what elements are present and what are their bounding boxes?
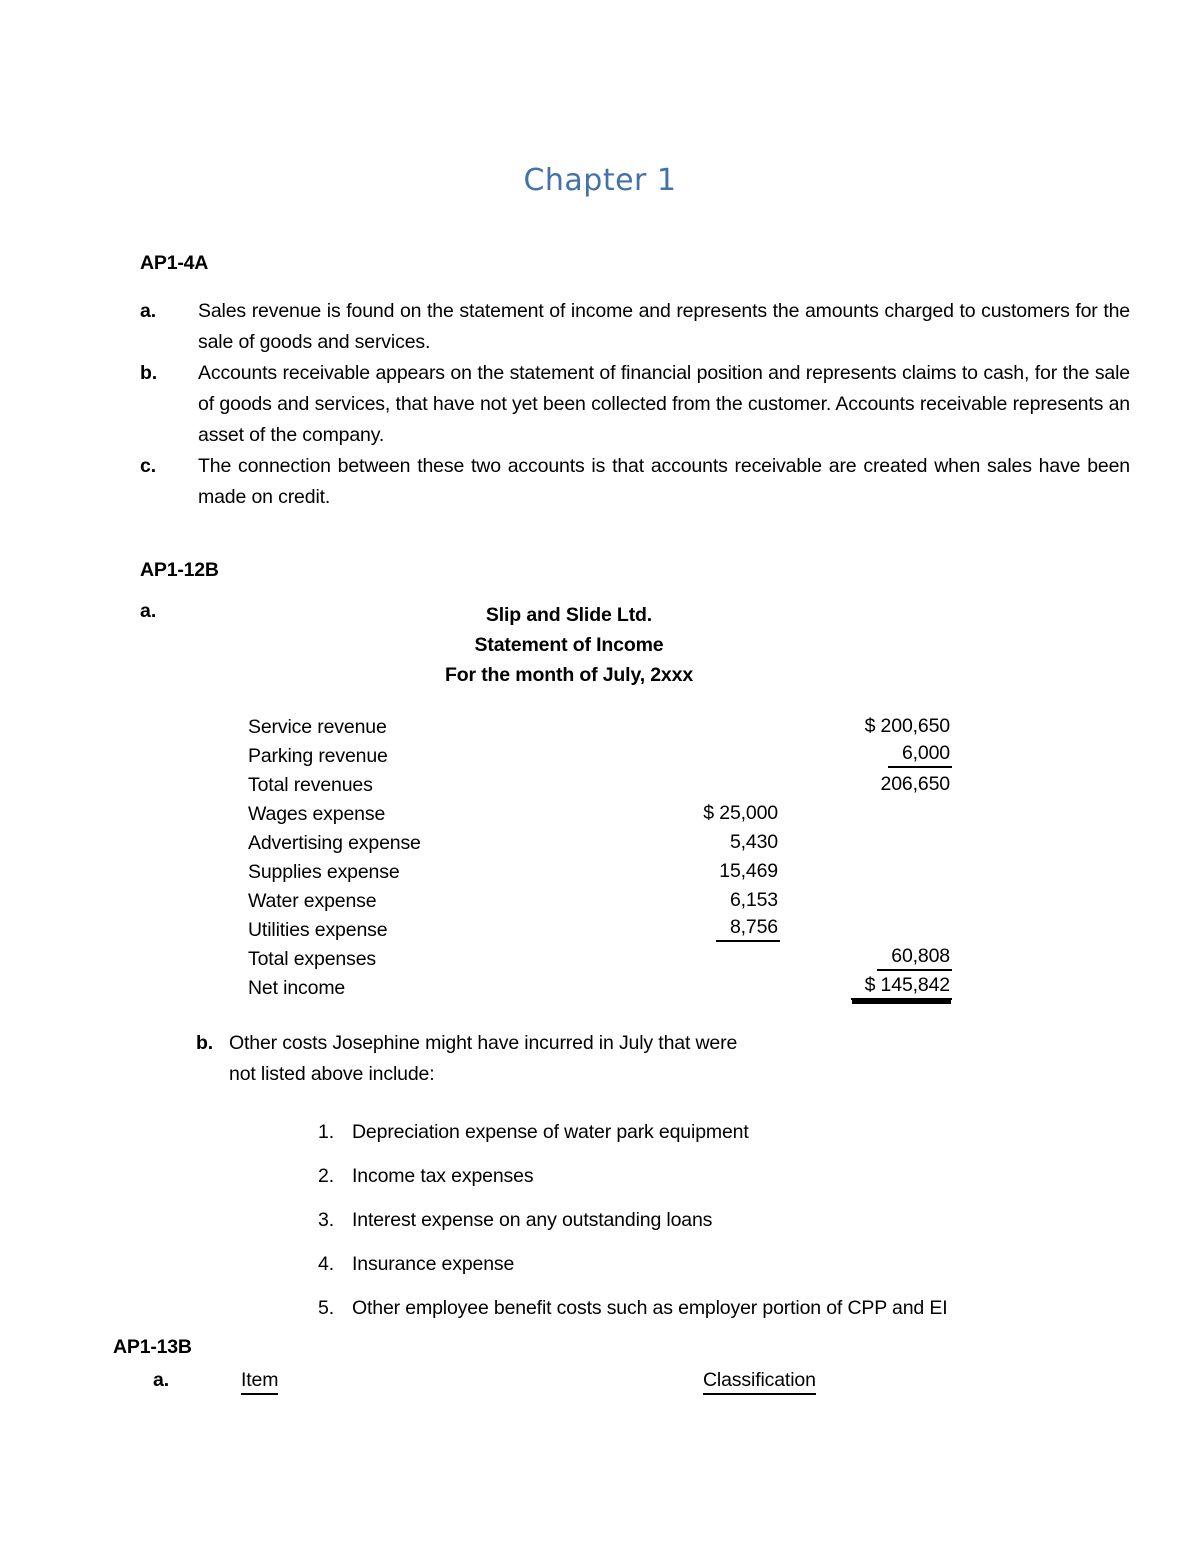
list-item-text: Insurance expense (352, 1253, 515, 1275)
row-col1: 15,469 (719, 860, 778, 882)
list-item (140, 451, 1130, 513)
list-item (140, 358, 1130, 451)
list-item-text: The connection between these two accounts is that accounts receivable are created when sales have been made on credit. (198, 455, 1130, 508)
table-row (248, 710, 952, 739)
row-col2: 60,808 (780, 942, 952, 971)
row-label: Total revenues (248, 774, 373, 796)
row-col2: $ 145,842 (780, 971, 952, 1000)
row-col1: $ 25,000 (703, 802, 778, 824)
row-col1: 8,756 (608, 913, 780, 942)
part-b-line1: Other costs Josephine might have incurred in July that were (229, 1032, 738, 1054)
row-col1: 5,430 (729, 831, 778, 853)
table-row (248, 826, 952, 855)
income-statement-table (248, 710, 952, 1000)
row-label: Total expenses (248, 948, 376, 970)
row-col1 (608, 942, 780, 971)
list-item (318, 1286, 1118, 1330)
list-item (318, 1242, 1118, 1286)
row-col2 (780, 797, 952, 826)
list-item-text: Other employee benefit costs such as employer portion of CPP and EI (352, 1297, 948, 1319)
ap1-13b-table-header (153, 1369, 1153, 1395)
ap1-4a-answer-list (140, 296, 1130, 513)
row-col2 (780, 855, 952, 884)
table-row (248, 739, 952, 768)
part-b-block (196, 1028, 956, 1090)
statement-title: Statement of Income (474, 634, 664, 656)
list-item-text: Accounts receivable appears on the statement of financial position and represents claims to cash, for the sale of goods and services, that have not yet been collected from the customer. Accounts receivable represents an asset of the company. (198, 362, 1130, 446)
list-item-number: 1. (318, 1121, 334, 1143)
column-header-classification: Classification (703, 1369, 816, 1395)
list-item-number: 5. (318, 1297, 334, 1319)
section-heading-ap1-4a: AP1-4A (140, 252, 209, 274)
list-item-marker: c. (140, 455, 156, 477)
page-title: Chapter 1 (523, 163, 677, 198)
list-item-text: Depreciation expense of water park equipment (352, 1121, 749, 1143)
row-label: Water expense (248, 890, 377, 912)
row-col2 (780, 913, 952, 942)
table-row (248, 855, 952, 884)
list-item-number: 3. (318, 1209, 334, 1231)
income-statement-header (140, 600, 1140, 690)
table-row (248, 942, 952, 971)
list-item (318, 1198, 1118, 1242)
row-label: Service revenue (248, 716, 387, 738)
row-col1 (608, 768, 780, 797)
part-b-line2: not listed above include: (229, 1063, 435, 1085)
list-item (140, 296, 1130, 358)
row-label: Net income (248, 977, 346, 999)
part-a-marker: a. (140, 600, 157, 622)
part-b-numbered-list (318, 1110, 1118, 1330)
row-col2 (780, 826, 952, 855)
table-row (248, 913, 952, 942)
list-item (318, 1110, 1118, 1154)
list-item-text: Income tax expenses (352, 1165, 534, 1187)
list-item-number: 4. (318, 1253, 334, 1275)
list-item-text: Sales revenue is found on the statement of income and represents the amounts charged to customers for the sale of goods and services. (198, 300, 1130, 353)
table-row (248, 884, 952, 913)
row-label: Advertising expense (248, 832, 421, 854)
list-item-text: Interest expense on any outstanding loans (352, 1209, 713, 1231)
row-label: Parking revenue (248, 745, 388, 767)
list-item-number: 2. (318, 1165, 334, 1187)
part-a-marker: a. (153, 1369, 169, 1391)
table-row (248, 797, 952, 826)
row-col2: 6,000 (780, 739, 952, 768)
column-header-item: Item (241, 1369, 703, 1395)
row-col1 (608, 710, 780, 739)
list-item-marker: b. (140, 362, 158, 384)
list-item (318, 1154, 1118, 1198)
row-col2 (780, 884, 952, 913)
row-col1 (608, 971, 780, 1000)
table-row (248, 971, 952, 1000)
table-row (248, 768, 952, 797)
row-col2: $ 200,650 (864, 715, 950, 737)
row-label: Supplies expense (248, 861, 400, 883)
row-col1: 6,153 (729, 889, 778, 911)
row-label: Wages expense (248, 803, 386, 825)
row-label: Utilities expense (248, 919, 388, 941)
section-heading-ap1-12b: AP1-12B (140, 559, 219, 581)
statement-company-name: Slip and Slide Ltd. (485, 604, 653, 626)
statement-period: For the month of July, 2xxx (444, 664, 694, 686)
row-col2: 206,650 (880, 773, 950, 795)
list-item-marker: a. (140, 300, 156, 322)
section-heading-ap1-13b: AP1-13B (113, 1336, 192, 1358)
row-col1 (608, 739, 780, 768)
part-b-marker: b. (196, 1032, 214, 1054)
